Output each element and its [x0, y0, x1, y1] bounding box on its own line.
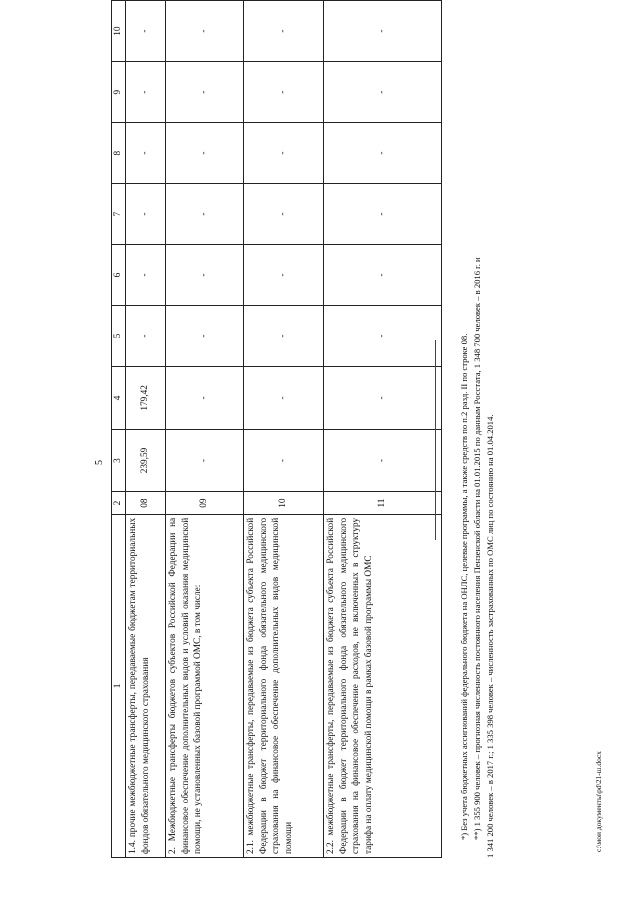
row-code: 11 [324, 492, 442, 515]
cell-value: - [166, 306, 244, 367]
row-name: 2.1. межбюджетные трансферты, передаваемые из бюджета субъекта Российской Федерации в бюджет территориального фонда обязательного медицинского страхования на финансовое обеспечение дополнительных видов медицинской помощи [244, 514, 324, 857]
cell-value: - [244, 429, 324, 492]
table-header-row [112, 1, 126, 858]
table-row [126, 1, 166, 858]
cell-value: 179,42 [126, 367, 166, 430]
cell-value: - [324, 123, 442, 184]
cell-value: - [244, 245, 324, 306]
cell-value: - [244, 1, 324, 62]
cell-value: - [126, 123, 166, 184]
row-name: 1.4. прочие межбюджетные трансферты, передаваемые бюджетам территориальных фондов обязательного медицинского страхования [126, 514, 166, 857]
cell-value: - [244, 306, 324, 367]
column-header: 10 [112, 1, 126, 62]
cell-value: - [126, 62, 166, 123]
footnote: *) Без учета бюджетных ассигнований федерального бюджета на ОНЛС, целевые программы, а также средств по п.2 разд. II по строке 08. [459, 333, 469, 840]
cell-value: - [166, 184, 244, 245]
table-row [244, 1, 324, 858]
financing-table [111, 0, 442, 858]
cell-value: - [166, 429, 244, 492]
cell-value: - [324, 367, 442, 430]
column-header: 7 [112, 184, 126, 245]
cell-value: - [324, 62, 442, 123]
cell-value: - [166, 62, 244, 123]
cell-value: - [244, 184, 324, 245]
cell-value: - [324, 184, 442, 245]
footnote-separator [435, 340, 436, 540]
cell-value: - [126, 184, 166, 245]
footnote: **) 1 355 900 человек – прогнозная численность постоянного населения Пензенской области на 01.01.2015 по данным Росстата, 1 348 700 человек – в 2016 г. и [472, 257, 482, 840]
row-name: 2.2. межбюджетные трансферты, передаваемые из бюджета субъекта Российской Федерации в бюджет территориального фонда обязательного медицинского страхования на финансовое обеспечение расходов, не включенных в структуру тарифа на оплату медицинской помощи в рамках базовой программы ОМС [324, 514, 442, 857]
table-row [166, 1, 244, 858]
column-header: 8 [112, 123, 126, 184]
cell-value: - [324, 1, 442, 62]
row-code: 09 [166, 492, 244, 515]
cell-value: - [126, 245, 166, 306]
column-header: 4 [112, 367, 126, 430]
cell-value: 239,59 [126, 429, 166, 492]
cell-value: - [166, 123, 244, 184]
cell-value: - [324, 306, 442, 367]
cell-value: - [324, 429, 442, 492]
cell-value: - [126, 306, 166, 367]
cell-value: - [166, 245, 244, 306]
cell-value: - [244, 62, 324, 123]
column-header: 9 [112, 62, 126, 123]
cell-value: - [244, 367, 324, 430]
cell-value: - [166, 1, 244, 62]
table-row [324, 1, 442, 858]
row-name: 2. Межбюджетные трансферты бюджетов субъектов Российской Федерации на финансовое обеспечение дополнительных видов и условий оказания медицинской помощи, не установленных базовой программой ОМС, в том числе: [166, 514, 244, 857]
footnotes [458, 58, 497, 858]
column-header: 5 [112, 306, 126, 367]
cell-value: - [126, 1, 166, 62]
column-header: 2 [112, 492, 126, 515]
row-code: 10 [244, 492, 324, 515]
cell-value: - [324, 245, 442, 306]
cell-value: - [166, 367, 244, 430]
page-number: 5 [94, 460, 105, 465]
column-header: 1 [112, 514, 126, 857]
column-header: 3 [112, 429, 126, 492]
cell-value: - [244, 123, 324, 184]
footnote: 1 341 200 человек – в 2017 г.; 1 335 398 человек – численность застрахованных по ОМС лиц по состоянию на 01.04.2014. [485, 414, 495, 858]
column-header: 6 [112, 245, 126, 306]
row-code: 08 [126, 492, 166, 515]
file-path: c:\мои документы\pd\21-ш.docx [594, 751, 603, 852]
